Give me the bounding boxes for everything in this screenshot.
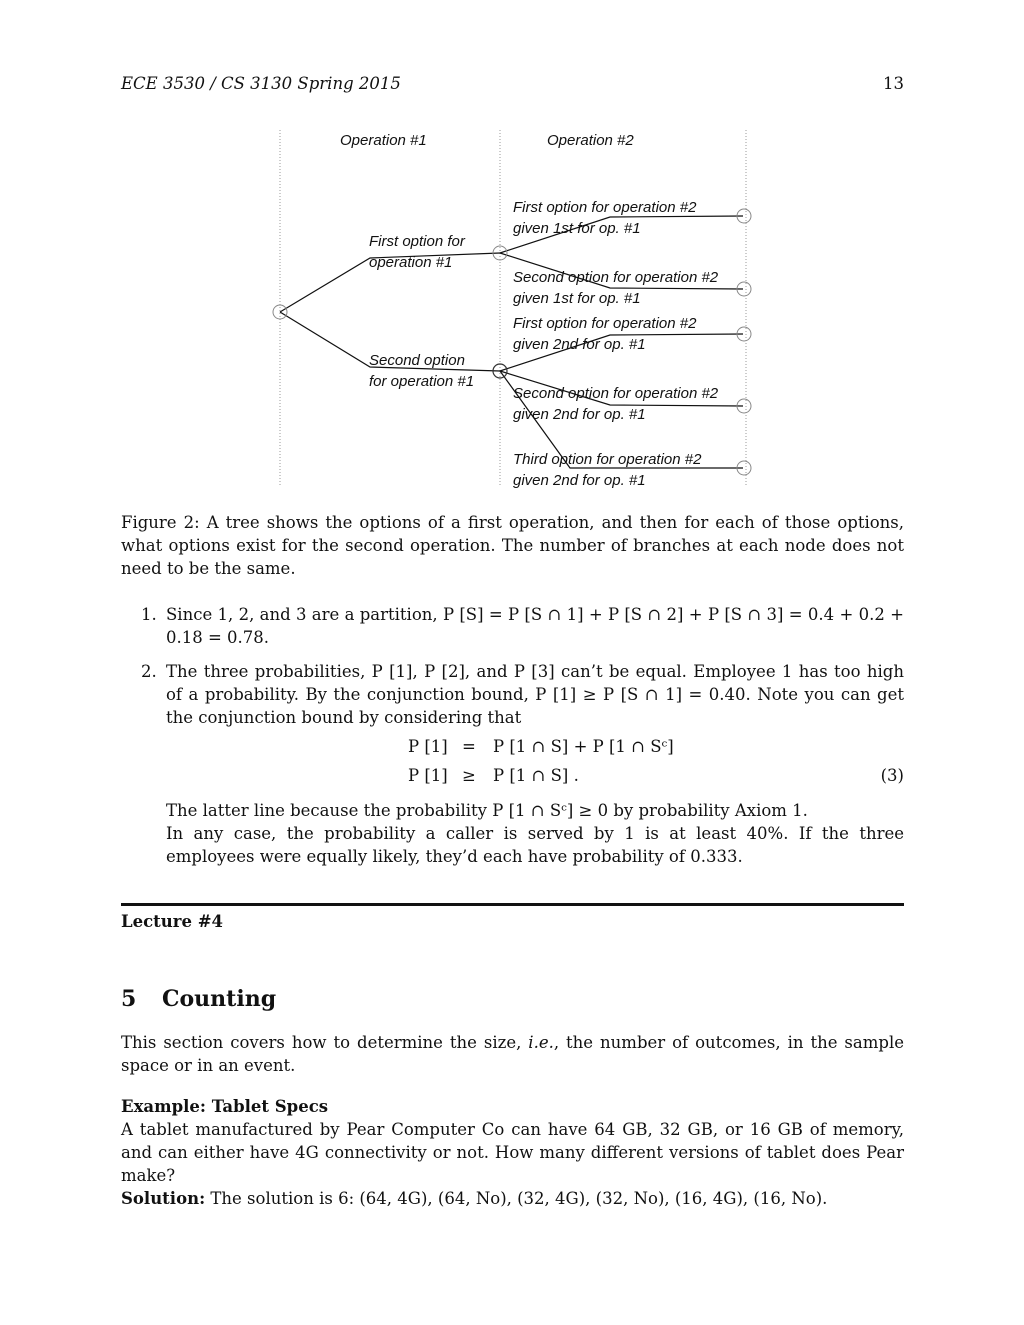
branch-label: Second option for operation #2 given 2nd for op. #1 — [513, 385, 719, 423]
section-heading — [121, 986, 276, 1012]
list-text: In any case, the probability a caller is served by 1 is at least 40%. If the three employees were equally likely, they’d each have probability of 0.333. — [166, 824, 904, 866]
answer-list — [121, 603, 904, 868]
page-header — [121, 74, 904, 93]
equation-block — [166, 735, 904, 793]
intro-text: This section covers how to determine the size, — [121, 1033, 529, 1052]
equation-row — [166, 735, 904, 761]
branch-label: First option for operation #2 given 1st for op. #1 — [513, 199, 697, 237]
section-number: 5 — [121, 986, 137, 1012]
branch-label: Third option for operation #2 given 2nd for op. #1 — [513, 451, 702, 489]
divider — [121, 903, 904, 906]
example-heading: Example: Tablet Specs — [121, 1097, 329, 1116]
section-title: Counting — [162, 986, 277, 1012]
intro-paragraph — [121, 1031, 904, 1077]
column-label-op2: Operation #2 — [547, 132, 634, 149]
branch-label: First option for operation #1 — [369, 233, 465, 271]
equation-rhs: P [1 ∩ S] . — [493, 766, 579, 785]
list-text: The three probabilities, P [1], P [2], and P [3] can’t be equal. Employee 1 has too high of a probability. By the conjunction bound, P [1] ≥ P [S ∩ 1] = 0.40. Note you can get the conjunction bound by considering that — [166, 662, 904, 727]
list-text: The latter line because the probability P [1 ∩ Sᶜ] ≥ 0 by probability Axiom 1. — [166, 801, 808, 820]
page-number: 13 — [883, 74, 904, 93]
equation-lhs: P [1] — [408, 737, 448, 756]
equation-rhs: P [1 ∩ S] + P [1 ∩ Sᶜ] — [493, 737, 674, 756]
list-item — [121, 603, 904, 649]
example-block — [121, 1095, 904, 1210]
equation-number: (3) — [880, 766, 904, 785]
list-number: 1. — [141, 605, 157, 624]
equation-relation: ≥ — [462, 766, 476, 785]
figure-caption: Figure 2: A tree shows the options of a first operation, and then for each of those options, what options exist for the second operation. The number of branches at each node does not need to be the same. — [121, 513, 904, 578]
intro-ie: i.e. — [528, 1033, 554, 1052]
branch-label: First option for operation #2 given 2nd for op. #1 — [513, 315, 697, 353]
list-number: 2. — [141, 662, 157, 681]
equation-lhs: P [1] — [408, 766, 448, 785]
column-label-op1: Operation #1 — [340, 132, 427, 149]
branch-label: Second option for operation #2 given 1st for op. #1 — [513, 269, 719, 307]
list-text: Since 1, 2, and 3 are a partition, P [S] = P [S ∩ 1] + P [S ∩ 2] + P [S ∩ 3] = 0.4 + 0.2 + 0.18 = 0.78. — [166, 605, 904, 647]
solution-label: Solution: — [121, 1189, 206, 1208]
decision-tree-figure — [260, 125, 760, 495]
example-solution — [121, 1187, 904, 1210]
solution-text: The solution is 6: (64, 4G), (64, No), (32, 4G), (32, No), (16, 4G), (16, No). — [205, 1189, 828, 1208]
branch-label: Second option for operation #1 — [369, 352, 475, 390]
course-title: ECE 3530 / CS 3130 Spring 2015 — [121, 74, 401, 93]
lecture-heading: Lecture #4 — [121, 912, 224, 931]
example-body: A tablet manufactured by Pear Computer Co can have 64 GB, 32 GB, or 16 GB of memory, and can either have 4G connectivity or not. How many different versions of tablet does Pear make? — [121, 1120, 904, 1185]
equation-row — [166, 764, 904, 790]
list-item — [121, 660, 904, 868]
equation-relation: = — [462, 737, 476, 756]
intro-text: , the number of outcomes, in the sample space or in an event. — [121, 1033, 904, 1075]
